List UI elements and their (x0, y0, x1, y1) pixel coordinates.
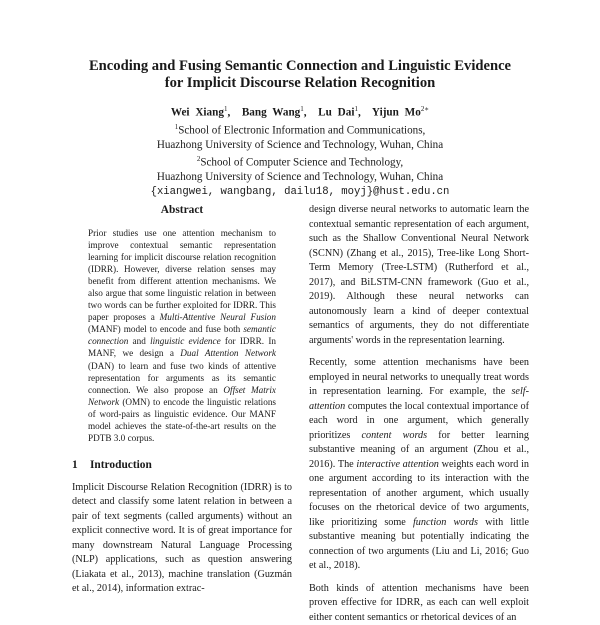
title-line-1: Encoding and Fusing Semantic Connection and Linguistic Evidence (0, 58, 600, 75)
body-paragraph-1: design diverse neural networks to automatic learn the contextual semantic representation of each argument, such as the Shallow Conventional Neural Network (SCNN) (Zhang et al., 2015), Tree-like Long Short-Term Memory (Tree-LSTM) (Rutherford et al., 2017), and BiLSTM-CNN framework (Guo et al., 2019). Although these neural networks can autonomously learn a kind of deeper contextual semantics of arguments, they do not differentiate arguments' words in the representation learning. (309, 203, 529, 348)
author-sup: 1 (300, 105, 304, 113)
abstract-heading: Abstract (72, 203, 292, 218)
affiliation-1 (0, 120, 600, 153)
author-name: Yijun Mo (372, 107, 421, 119)
author-name: Wei Xiang (171, 107, 224, 119)
title-line-2: for Implicit Discourse Relation Recognition (0, 75, 600, 92)
author-name: Lu Dai (318, 107, 354, 119)
body-paragraph-3: Both kinds of attention mechanisms have been proven effective for IDRR, as each can well exploit either content semantics or rhetorical devices of an (309, 582, 529, 625)
author-emails: {xiangwei, wangbang, dailu18, moyj}@hust.edu.cn (0, 185, 600, 199)
section-title: Introduction (90, 459, 152, 471)
section-number: 1 (72, 458, 90, 473)
author-sup: 2∗ (421, 105, 429, 113)
paper-title (0, 58, 600, 92)
right-column (309, 203, 529, 625)
affiliation-sup: 2 (197, 155, 201, 163)
paper-header (0, 58, 600, 199)
author-sup: 1 (354, 105, 358, 113)
intro-paragraph-1: Implicit Discourse Relation Recognition (IDRR) is to detect and classify some latent relation in between a pair of text segments (called arguments) without an explicit connective word. It is of great importance for many downstream Natural Language Processing (NLP) applications, such as question answering (Liakata et al., 2013), machine translation (Guzmán et al., 2014), information extrac- (72, 481, 292, 597)
author-list: Wei Xiang$^1$, Bang Wang$^1$, Lu Dai$^1$, Yijun $Mo^{2∗}$ (0, 102, 600, 120)
affiliation-sup: 1 (175, 123, 179, 131)
left-column (72, 203, 292, 597)
abstract-text: Prior studies use one attention mechanism to improve contextual semantic representation learning for implicit discourse relation recognition (IDRR). However, diverse relation senses may benefit from different attention mechanisms. We also argue that some linguistic relation in between two words can be further exploited for IDRR. This paper proposes a Multi-Attentive Neural Fusion (MANF) model to encode and fuse both semantic connection and linguistic evidence for IDRR. In MANF, we design a Dual Attention Network (DAN) to learn and fuse two kinds of attentive representation for arguments as its semantic connection. We also propose an Offset Matrix Network (OMN) to encode the linguistic relations of word-pairs as linguistic evidence. Our MANF model achieves the state-of-the-art results on the PDTB 3.0 corpus. (88, 227, 276, 445)
affiliation-line: School of Electronic Information and Communications, (178, 124, 425, 136)
author-name: Bang Wang (242, 107, 300, 119)
author-sup: 1 (224, 105, 228, 113)
affiliation-line: Huazhong University of Science and Technology, Wuhan, China (0, 170, 600, 184)
section-heading-introduction (72, 458, 292, 473)
affiliation-line: School of Computer Science and Technology, (200, 157, 403, 169)
affiliation-2 (0, 152, 600, 185)
affiliation-line: Huazhong University of Science and Technology, Wuhan, China (0, 138, 600, 152)
body-paragraph-2: Recently, some attention mechanisms have been employed in neural networks to unequally treat words in representation learning. For example, the self-attention computes the local contextual importance of each word in one argument, which generally prioritizes content words for better learning substantive meaning of an argument (Zhou et al., 2016). The interactive attention weights each word in one argument according to its interaction with the representation of another argument, which usually focuses on the rhetorical device of two arguments, like prioritizing some function words with little substantive meaning but potentially indicating the connection of two arguments (Liu and Li, 2016; Guo et al., 2018). (309, 356, 529, 574)
